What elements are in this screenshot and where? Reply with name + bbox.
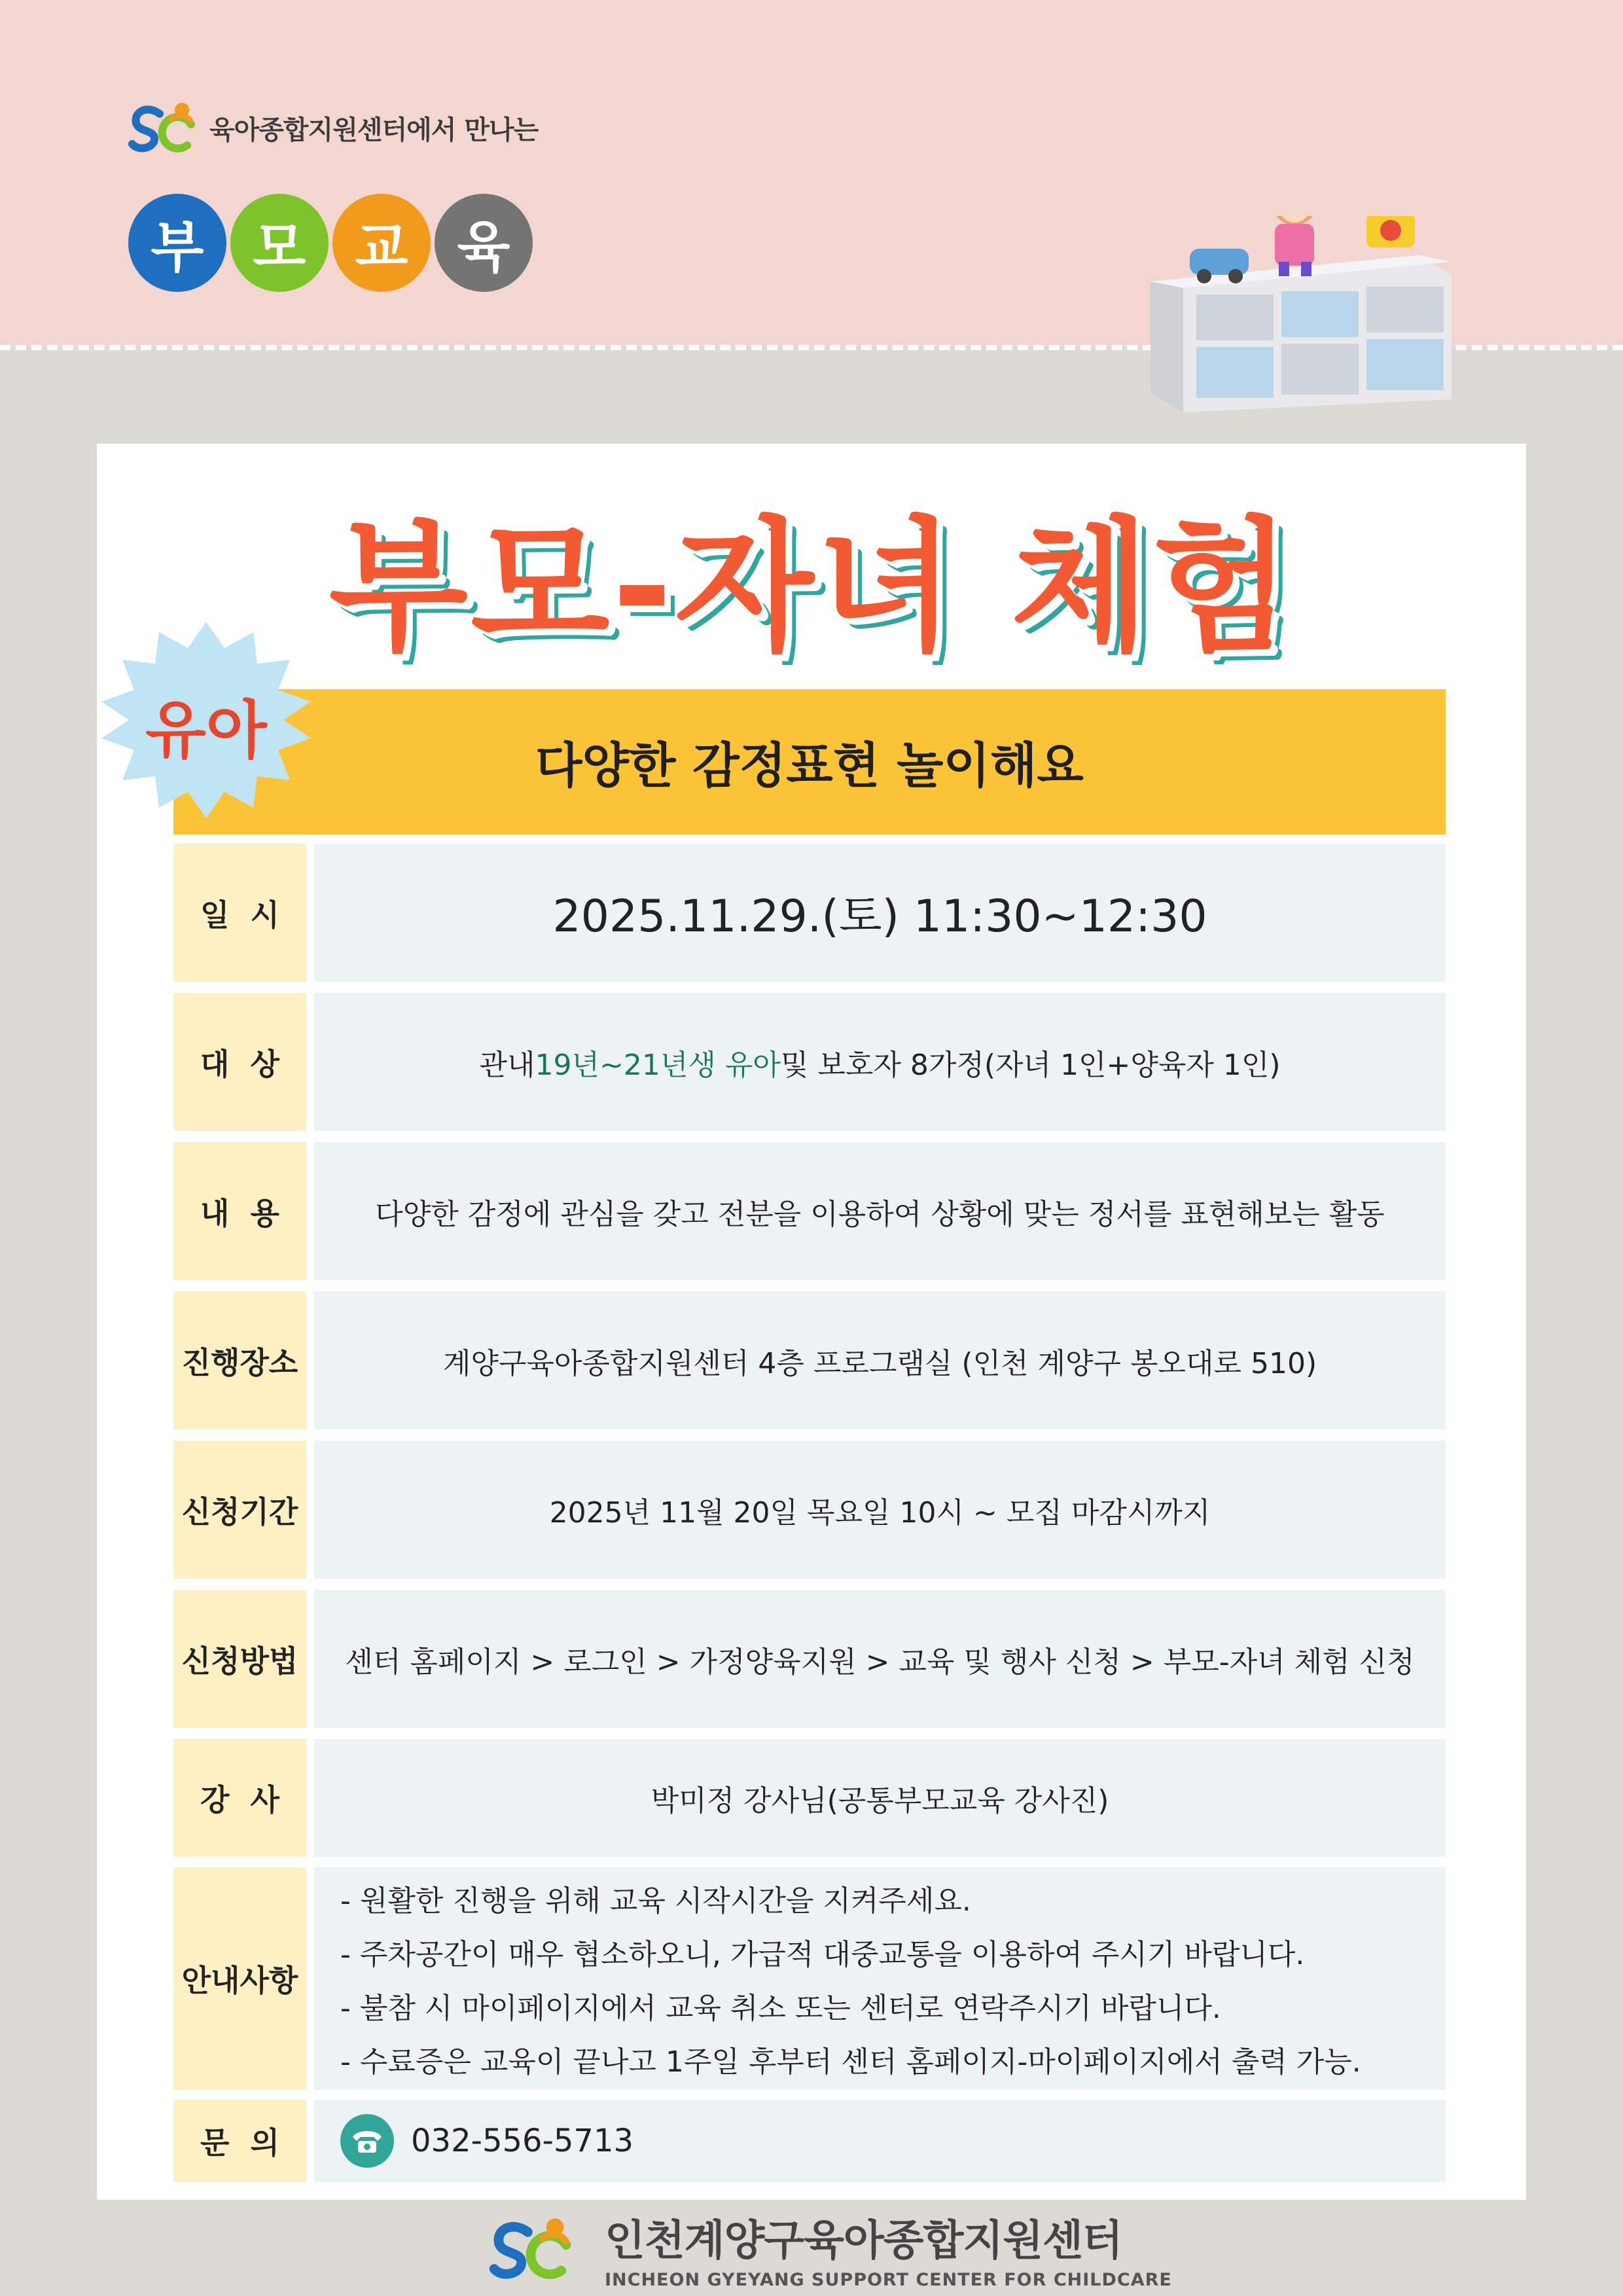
notice-item: - 주차공간이 매우 협소하오니, 가급적 대중교통을 이용하여 주시기 바랍니다. bbox=[340, 1938, 1305, 1971]
value-place: 계양구육아종합지원센터 4층 프로그램실 (인천 계양구 봉오대로 510) bbox=[314, 1291, 1446, 1429]
row-place bbox=[173, 1291, 1446, 1429]
parent-education-circles bbox=[128, 194, 533, 292]
value-notice bbox=[314, 1867, 1446, 2090]
label-content: 내 용 bbox=[173, 1142, 306, 1280]
circle-yuk: 육 bbox=[435, 194, 533, 292]
label-date: 일 시 bbox=[173, 844, 306, 982]
program-name: 다양한 감정표현 놀이해요 bbox=[535, 738, 1084, 794]
row-notice bbox=[173, 1867, 1446, 2090]
phone-icon bbox=[340, 2114, 394, 2168]
header-subtitle-text: 육아종합지원센터에서 만나는 bbox=[209, 115, 539, 145]
value-instructor: 박미정 강사님(공통부모교육 강사진) bbox=[314, 1739, 1446, 1857]
value-date: 2025.11.29.(토) 11:30~12:30 bbox=[314, 844, 1446, 982]
target-post: 및 보호자 8가정(자녀 1인+양육자 1인) bbox=[780, 1048, 1281, 1082]
label-target: 대 상 bbox=[173, 993, 306, 1131]
header-subtitle bbox=[128, 98, 538, 157]
label-period: 신청기간 bbox=[173, 1441, 306, 1579]
circle-gyo: 교 bbox=[332, 194, 431, 292]
notice-item: - 수료증은 교육이 끝나고 1주일 후부터 센터 홈페이지-마이페이지에서 출력 가능. bbox=[340, 2045, 1361, 2079]
toy-shelf-icon bbox=[1144, 216, 1458, 412]
age-badge: 유아 bbox=[145, 694, 267, 767]
row-target bbox=[173, 993, 1446, 1131]
target-pre: 관내 bbox=[479, 1048, 535, 1082]
footer-text bbox=[605, 2207, 1172, 2290]
row-period bbox=[173, 1441, 1446, 1579]
circle-mo: 모 bbox=[230, 194, 329, 292]
value-method: 센터 홈페이지 > 로그인 > 가정양육지원 > 교육 및 행사 신청 > 부모-자녀 체험 신청 bbox=[314, 1590, 1446, 1728]
value-content: 다양한 감정에 관심을 갖고 전분을 이용하여 상황에 맞는 정서를 표현해보는 활동 bbox=[314, 1142, 1446, 1280]
notice-item: - 불참 시 마이페이지에서 교육 취소 또는 센터로 연락주시기 바랍니다. bbox=[340, 1992, 1221, 2025]
row-date bbox=[173, 844, 1446, 982]
value-contact bbox=[314, 2100, 1446, 2182]
footer bbox=[484, 2207, 1172, 2290]
row-contact bbox=[173, 2100, 1446, 2182]
logo-icon bbox=[128, 98, 200, 157]
phone-wrap bbox=[340, 2114, 633, 2168]
label-place: 진행장소 bbox=[173, 1291, 306, 1429]
target-highlight: 19년~21년생 유아 bbox=[535, 1048, 781, 1082]
circle-bu: 부 bbox=[128, 194, 226, 292]
row-method bbox=[173, 1590, 1446, 1728]
value-target bbox=[314, 993, 1446, 1131]
notice-item: - 원활한 진행을 위해 교육 시작시간을 지켜주세요. bbox=[340, 1884, 971, 1918]
footer-name-ko: 인천계양구육아종합지원센터 bbox=[605, 2217, 1122, 2265]
label-contact: 문 의 bbox=[173, 2100, 306, 2182]
logo-icon bbox=[484, 2213, 582, 2285]
value-period: 2025년 11월 20일 목요일 10시 ~ 모집 마감시까지 bbox=[314, 1441, 1446, 1579]
row-instructor bbox=[173, 1739, 1446, 1857]
footer-name-en: INCHEON GYEYANG SUPPORT CENTER FOR CHILDCARE bbox=[605, 2270, 1172, 2290]
contact-phone[interactable]: 032-556-5713 bbox=[411, 2123, 634, 2159]
row-content bbox=[173, 1142, 1446, 1280]
notice-list bbox=[340, 1877, 1361, 2080]
label-notice: 안내사항 bbox=[173, 1867, 306, 2090]
main-title: 부모-자녀 체험 bbox=[329, 503, 1294, 671]
label-instructor: 강 사 bbox=[173, 1739, 306, 1857]
label-method: 신청방법 bbox=[173, 1590, 306, 1728]
